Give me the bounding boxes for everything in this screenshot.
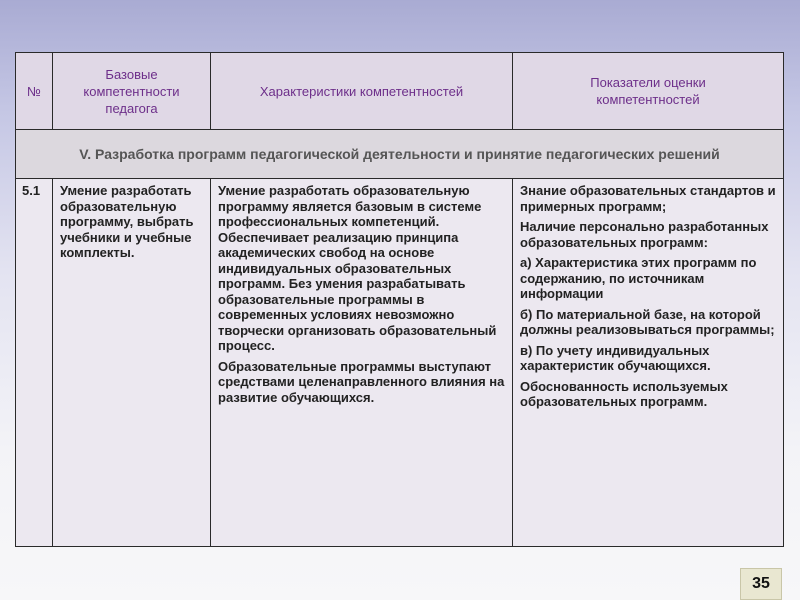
row-indicators [513, 179, 784, 547]
indicator-item: б) По материальной базе, на которой должны реализовываться программы; [520, 306, 775, 337]
header-indicators: Показатели оценки компетентностей [513, 53, 784, 130]
row-number: 5.1 [16, 179, 53, 547]
indicator-item: Наличие персонально разработанных образовательных программ: [520, 219, 769, 250]
slide-number: 35 [740, 568, 782, 600]
header-characteristics: Характеристики компетентностей [211, 53, 513, 130]
table-row [16, 179, 784, 547]
section-title: V. Разработка программ педагогической деятельности и принятие педагогических решений [16, 130, 784, 179]
header-competence: Базовые компетентности педагога [53, 53, 211, 130]
section-row [16, 130, 784, 179]
characteristics-paragraph: Умение разработать образовательную программу является базовым в системе профессиональных компетенций. Обеспечивает реализацию принципа академических свобод на основе индивидуальных образовательных программ. Без умения разрабатывать образовательные программы в современных условиях невозможно творчески организовать образовательный процесс. [218, 183, 497, 353]
characteristics-paragraph: Образовательные программы выступают средствами целенаправленного влияния на развитие обучающихся. [218, 358, 505, 405]
indicator-item: а) Характеристика этих программ по содержанию, по источникам информации [520, 255, 757, 301]
indicator-item: Обоснованность используемых образовательных программ. [520, 378, 728, 409]
indicator-item: Знание образовательных стандартов и примерных программ; [520, 183, 776, 214]
competence-table [15, 52, 784, 547]
header-row [16, 53, 784, 130]
header-num: № [16, 53, 53, 130]
row-characteristics [211, 179, 513, 547]
row-competence: Умение разработать образовательную программу, выбрать учебники и учебные комплекты. [53, 179, 211, 547]
indicator-item: в) По учету индивидуальных характеристик обучающихся. [520, 342, 711, 373]
